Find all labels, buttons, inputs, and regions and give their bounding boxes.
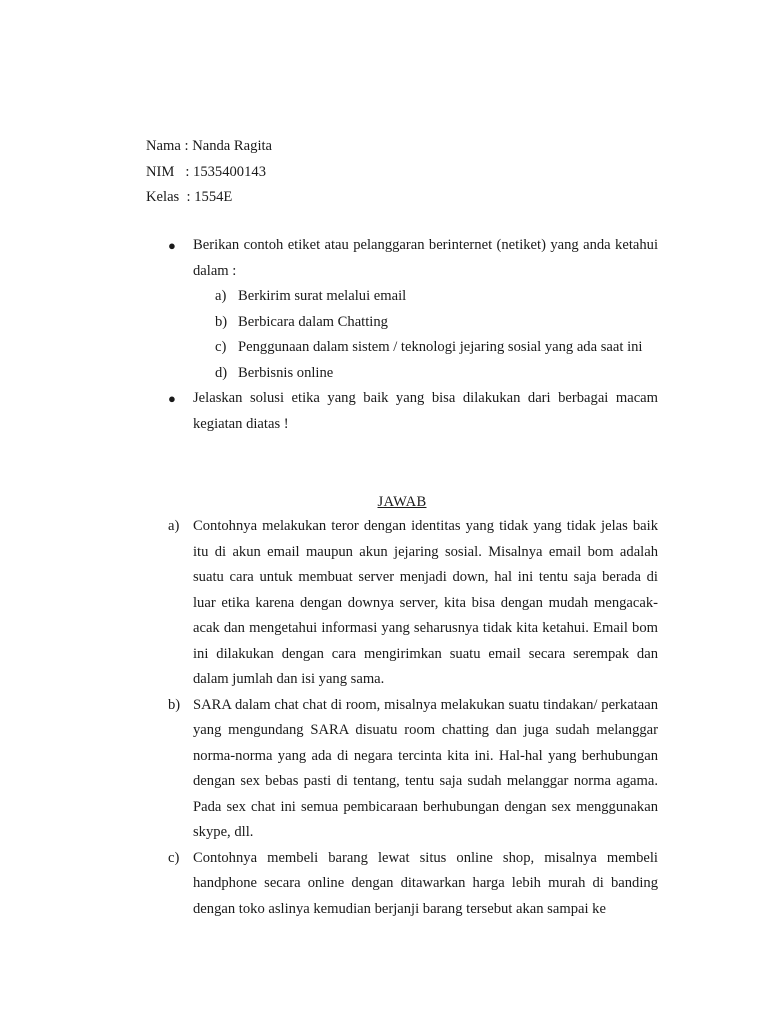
question-list — [146, 233, 658, 437]
question-1-sublist — [193, 284, 658, 386]
answer-marker: b) — [168, 696, 181, 713]
question-2 — [146, 386, 658, 437]
sub-item-marker: c) — [215, 339, 227, 355]
bullet-icon: ● — [168, 238, 176, 253]
student-nim: NIM : 1535400143 — [146, 163, 266, 180]
answer-item — [146, 846, 658, 923]
sub-item — [193, 361, 658, 387]
answer-marker: c) — [168, 849, 180, 866]
answer-list — [146, 514, 658, 922]
student-identity — [146, 134, 272, 211]
answer-heading: JAWAB — [377, 494, 427, 510]
sub-item — [193, 310, 658, 336]
sub-item-text: Penggunaan dalam sistem / teknologi jejaring sosial yang ada saat ini — [238, 339, 643, 355]
answer-item — [146, 514, 658, 693]
question-2-text: Jelaskan solusi etika yang baik yang bisa dilakukan dari berbagai macam kegiatan diatas ! — [193, 390, 658, 432]
bullet-icon: ● — [168, 391, 176, 406]
sub-item-marker: d) — [215, 364, 228, 381]
answer-text: Contohnya membeli barang lewat situs online shop, misalnya membeli handphone secara online dengan ditawarkan harga lebih murah di banding dengan toko aslinya kemudian berjanji barang tersebut akan sampai ke — [193, 849, 658, 917]
sub-item-text: Berbicara dalam Chatting — [238, 313, 388, 330]
answer-text: Contohnya melakukan teror dengan identitas yang tidak yang tidak jelas baik itu di akun email maupun akun jejaring sosial. Misalnya email bom adalah suatu cara untuk membuat server menjadi down, hal ini tentu saja berada di luar etika karena dengan downya server, kita bisa dengan mudah mengacak-acak dan mengetahui informasi yang seharusnya tidak kita ketahui. Email bom ini dilakukan dengan cara mengirimkan suatu email secara serempak dan dalam jumlah dan isi yang sama. — [193, 518, 658, 687]
sub-item — [193, 284, 658, 310]
answer-marker: a) — [168, 518, 180, 534]
sub-item-marker: b) — [215, 313, 228, 330]
sub-item-text: Berbisnis online — [238, 364, 334, 381]
sub-item — [193, 335, 658, 361]
question-1-text: Berikan contoh etiket atau pelanggaran berinternet (netiket) yang anda ketahui dalam : — [193, 237, 658, 279]
student-class: Kelas : 1554E — [146, 189, 233, 205]
question-1 — [146, 233, 658, 386]
answer-item — [146, 693, 658, 846]
sub-item-marker: a) — [215, 288, 227, 304]
student-name: Nama : Nanda Ragita — [146, 138, 273, 154]
answer-text: SARA dalam chat chat di room, misalnya melakukan suatu tindakan/ perkataan yang mengundang SARA disuatu room chatting dan juga sudah melanggar norma-norma yang ada di negara tercinta kita ini. Hal-hal yang berhubungan dengan sex bebas pasti di tentang, tentu saja sudah melanggar norma agama. Pada sex chat ini semua pembicaraan berhubungan dengan sex menggunakan skype, dll. — [193, 696, 658, 840]
sub-item-text: Berkirim surat melalui email — [238, 288, 407, 304]
